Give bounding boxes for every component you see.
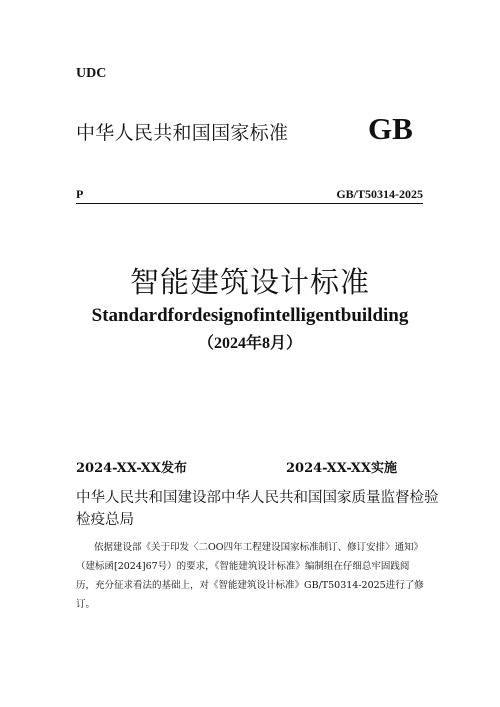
chinese-title: 智能建筑设计标准 bbox=[129, 265, 370, 299]
english-title: Standardfordesignofintelligentbuilding bbox=[91, 305, 409, 326]
gb-mark: GB bbox=[368, 111, 413, 146]
edition-date: （2024年8月） bbox=[197, 335, 302, 352]
issuing-authority: 中华人民共和国建设部中华人民共和国国家质量监督检验检疫总局 bbox=[76, 490, 439, 528]
issue-date: 2024-XX-XX发布 bbox=[76, 461, 187, 476]
classification-row bbox=[76, 189, 423, 204]
standard-type: 中华人民共和国国家标准 bbox=[76, 122, 289, 144]
standard-code: GB/T50314-2025 bbox=[336, 187, 423, 201]
udc-label: UDC bbox=[76, 66, 107, 81]
implement-date: 2024-XX-XX实施 bbox=[286, 461, 397, 476]
revision-note: 依据建设部《关于印发〈二OO四年工程建设国家标准制订、修订安排〉通知》（建标函[2024]67号）的要求，《智能建筑设计标准》编制组在仔细总牢固践阅历，充分征求看法的基础上，对《智能建筑设计标准》GB/T50314-2025进行了修订。 bbox=[76, 542, 424, 610]
p-label: P bbox=[76, 187, 84, 201]
